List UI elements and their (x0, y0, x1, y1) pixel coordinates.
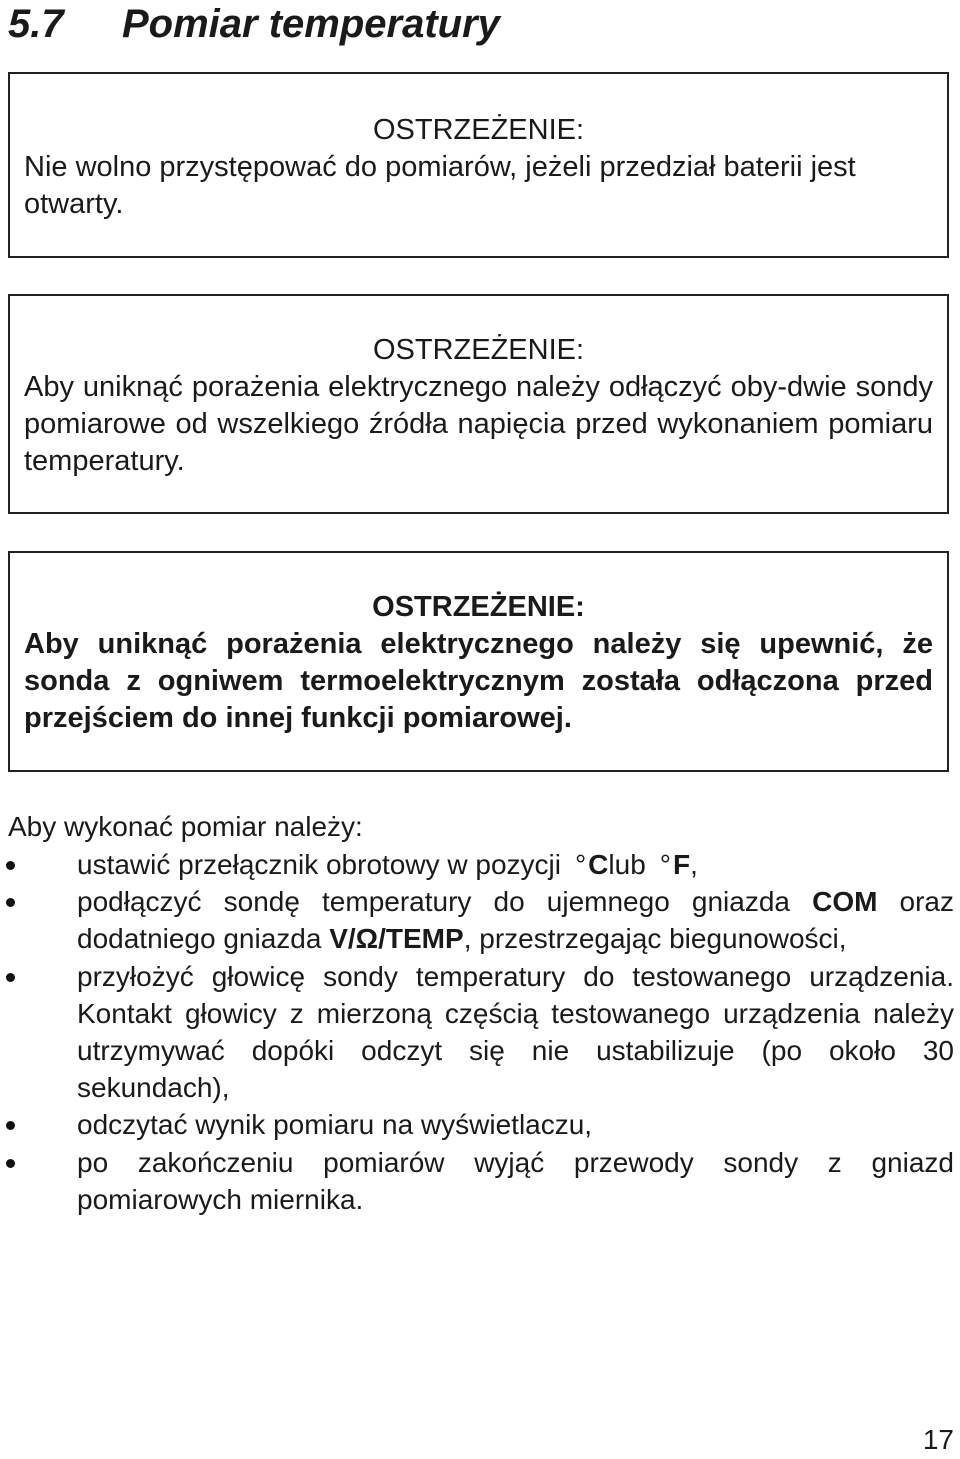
step-text: przyłożyć głowicę sondy temperatury do testowanego urządzenia. Kontakt głowicy z mierzoną częścią testowanego urządzenia należy utrzymywać dopóki odczyt się nie ustabilizuje (po około 30 sekundach), (77, 960, 954, 1104)
list-item (0, 883, 954, 957)
instructions-intro: Aby wykonać pomiar należy: (8, 811, 363, 842)
degree-symbol: ° (574, 849, 587, 880)
warning-box-thermocouple (8, 551, 949, 772)
com-socket-label: COM (812, 886, 878, 918)
section-heading (8, 0, 500, 48)
step-text-end: , (690, 849, 698, 880)
warning-title: OSTRZEŻENIE: (372, 591, 585, 623)
list-item (0, 1144, 954, 1218)
warning-text: Aby uniknąć porażenia elektrycznego należy odłączyć oby-dwie sondy pomiarowe od wszelkiego źródła napięcia przed wykonaniem pomiaru temperatury. (24, 371, 933, 477)
fahrenheit-symbol: F (672, 849, 691, 880)
step-text: ustawić przełącznik obrotowy w pozycji (77, 849, 561, 880)
list-item (0, 958, 954, 1107)
bullet-icon (6, 1159, 15, 1168)
section-number: 5.7 (8, 2, 64, 46)
degree-symbol: ° (659, 849, 671, 880)
step-text: odczytać wynik pomiaru na wyświetlaczu, (77, 1109, 593, 1141)
warning-box-disconnect-probes (8, 294, 949, 514)
step-text: po zakończeniu pomiarów wyjąć przewody sondy z gniazd pomiarowych miernika. (77, 1146, 954, 1215)
step-text: oraz dodatniego gniazda (77, 886, 955, 955)
section-title: Pomiar temperatury (122, 2, 500, 46)
warning-text: Aby uniknąć porażenia elektrycznego należy się upewnić, że sonda z ogniwem termoelektrycznym została odłączona przed przejściem do innej funkcji pomiarowej. (24, 628, 933, 734)
warning-title: OSTRZEŻENIE: (372, 114, 585, 146)
celsius-symbol: C (588, 849, 609, 880)
list-item (0, 1106, 954, 1143)
vtemp-socket-label: V/Ω/TEMP (329, 923, 464, 955)
bullet-icon (6, 973, 15, 982)
step-text-lub: lub (608, 849, 646, 880)
step-text: , przestrzegając biegunowości, (463, 923, 847, 955)
instruction-list (0, 846, 954, 1218)
warning-text: Nie wolno przystępować do pomiarów, jeżeli przedział baterii jest otwarty. (24, 151, 856, 220)
warning-box-battery (8, 72, 949, 258)
step-text: podłączyć sondę temperatury do ujemnego gniazda (77, 886, 813, 918)
bullet-icon (6, 861, 15, 870)
bullet-icon (6, 1121, 15, 1130)
page-number: 17 (922, 1424, 954, 1455)
warning-title: OSTRZEŻENIE: (372, 334, 585, 366)
bullet-icon (6, 898, 15, 907)
list-item (0, 846, 954, 883)
